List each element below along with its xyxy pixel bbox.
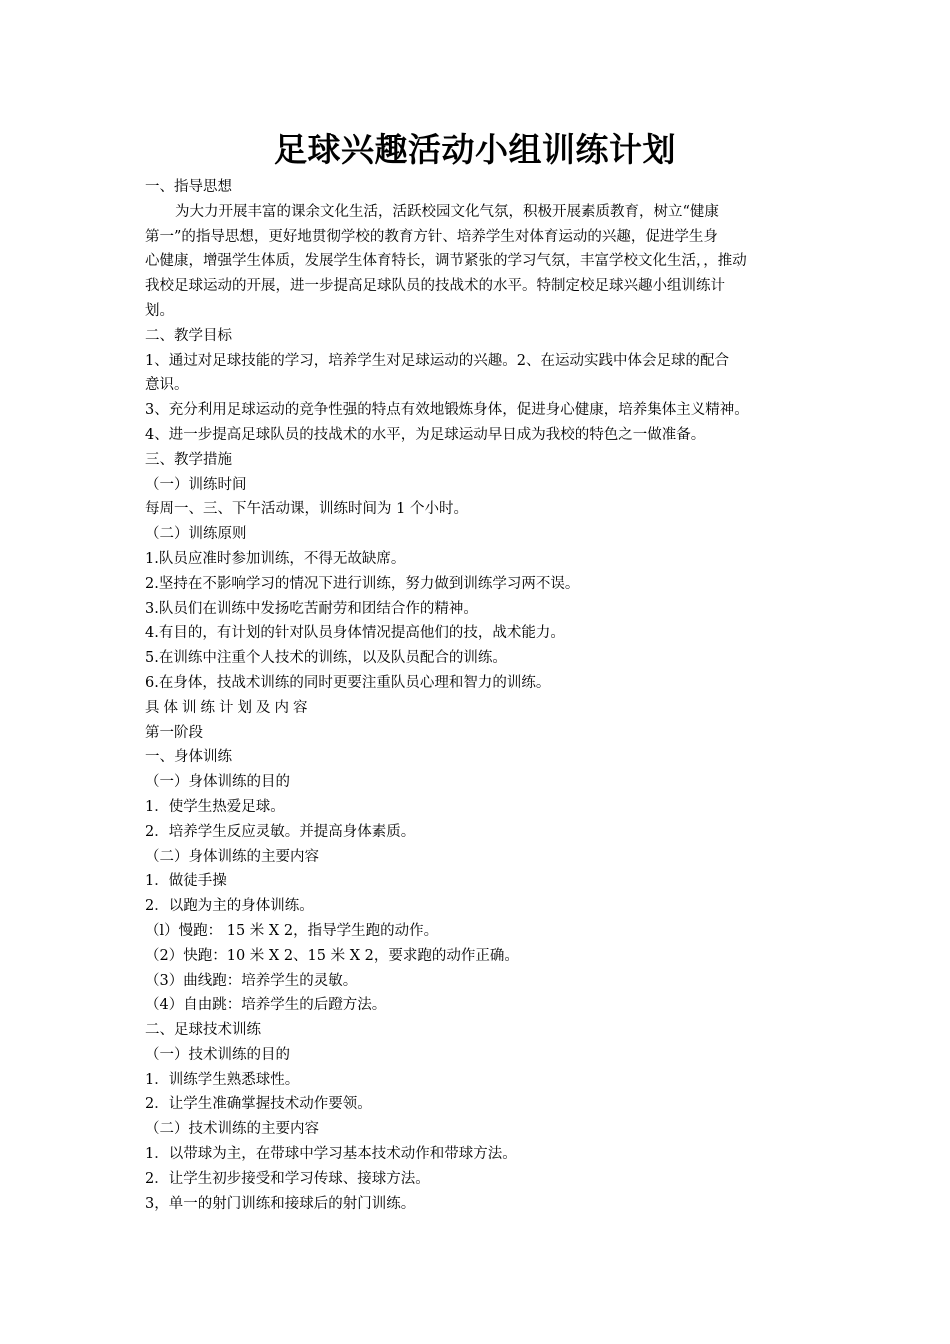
subsection-heading: （二）身体训练的主要内容 (145, 848, 319, 865)
goal-item: 4、进一步提高足球队员的技战术的水平，为足球运动早日成为我校的特色之一做准备。 (145, 426, 706, 443)
list-item: 1．训练学生熟悉球性。 (145, 1071, 300, 1088)
list-item: 2．让学生准确掌握技术动作要领。 (145, 1096, 372, 1113)
list-item: 3，单一的射门训练和接球后的射门训练。 (145, 1195, 416, 1212)
paragraph-line: 为大力开展丰富的课余文化生活，活跃校园文化气氛，积极开展素质教育，树立“健康 (175, 203, 719, 220)
subsection-heading: （二）训练原则 (145, 526, 247, 543)
list-item: 4.有目的，有计划的针对队员身体情况提高他们的技，战术能力。 (145, 625, 565, 642)
paragraph-line: 划。 (145, 302, 174, 319)
subsection-heading: （一）身体训练的目的 (145, 774, 290, 791)
list-item: 2．以跑为主的身体训练。 (145, 898, 314, 915)
list-item: 2．培养学生反应灵敏。并提高身体素质。 (145, 823, 416, 840)
goal-item: 3、充分利用足球运动的竞争性强的特点有效地锻炼身体，促进身心健康，培养集体主义精神。 (145, 402, 749, 419)
section-heading: 二、教学目标 (145, 327, 232, 344)
list-item: 3.队员们在训练中发扬吃苦耐劳和团结合作的精神。 (145, 600, 478, 617)
list-item: 1．以带球为主，在带球中学习基本技术动作和带球方法。 (145, 1146, 517, 1163)
document-body (145, 175, 825, 1216)
list-item: 5.在训练中注重个人技术的训练，以及队员配合的训练。 (145, 650, 507, 667)
section-heading: 一、身体训练 (145, 749, 232, 766)
subsection-heading: （二）技术训练的主要内容 (145, 1121, 319, 1138)
list-item: 6.在身体，技战术训练的同时更要注重队员心理和智力的训练。 (145, 674, 551, 691)
list-item: 1.队员应准时参加训练，不得无故缺席。 (145, 550, 406, 567)
plan-heading: 具体训练计划及内容 (145, 699, 312, 716)
list-item: 1．使学生热爱足球。 (145, 798, 285, 815)
paragraph-line: 第一”的指导思想，更好地贯彻学校的教育方针、培养学生对体育运动的兴趣，促进学生身 (145, 228, 718, 245)
list-item: 2.坚持在不影响学习的情况下进行训练，努力做到训练学习两不误。 (145, 575, 580, 592)
document-title: 足球兴趣活动小组训练计划 (274, 130, 676, 169)
subsection-heading: （一）训练时间 (145, 476, 247, 493)
goal-item: 1、通过对足球技能的学习，培养学生对足球运动的兴趣。2、在运动实践中体会足球的配合 (145, 352, 729, 369)
list-item: （4）自由跳：培养学生的后蹬方法。 (145, 997, 387, 1014)
list-item: （3）曲线跑：培养学生的灵敏。 (145, 972, 358, 989)
list-item: （l）慢跑： 15 米 X 2，指导学生跑的动作。 (145, 922, 439, 939)
list-item: （2）快跑：10 米 X 2、15 米 X 2，要求跑的动作正确。 (145, 947, 519, 964)
paragraph-line: 我校足球运动的开展，进一步提高足球队员的技战术的水平。特制定校足球兴趣小组训练计 (145, 278, 725, 295)
list-item: 1．做徒手操 (145, 873, 227, 890)
section-heading: 一、指导思想 (145, 179, 232, 195)
section-heading: 二、足球技术训练 (145, 1022, 261, 1039)
paragraph-line: 心健康，增强学生体质，发展学生体育特长，调节紧张的学习气氛，丰富学校文化生活，，推动 (145, 253, 747, 270)
section-heading: 三、教学措施 (145, 451, 232, 468)
list-item: 每周一、三、下午活动课，训练时间为 1 个小时。 (145, 501, 468, 518)
subsection-heading: （一）技术训练的目的 (145, 1046, 290, 1063)
goal-item: 意识。 (145, 377, 189, 394)
stage-heading: 第一阶段 (145, 724, 203, 741)
list-item: 2．让学生初步接受和学习传球、接球方法。 (145, 1170, 430, 1187)
